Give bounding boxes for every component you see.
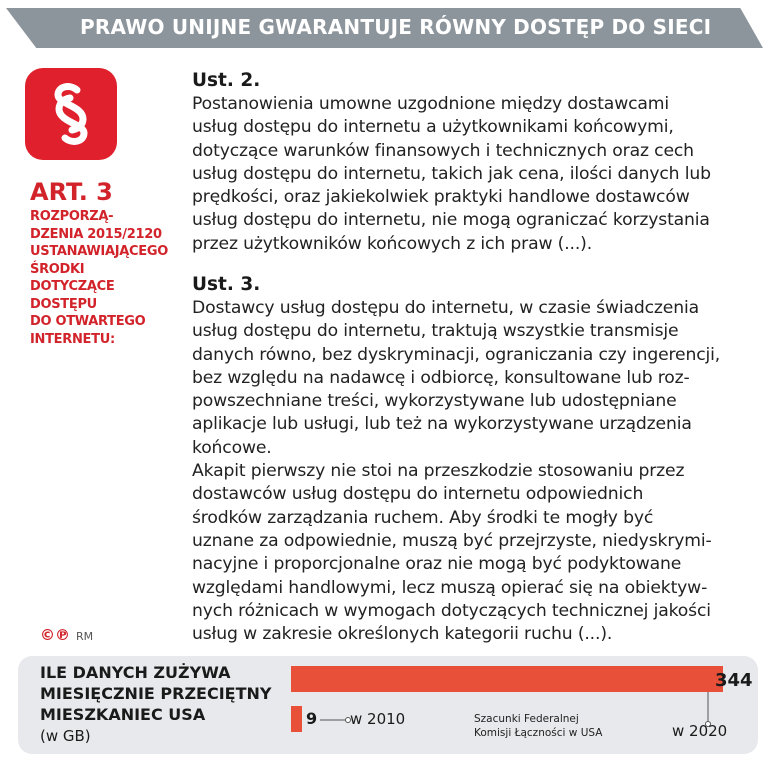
data-usage-title-line: MIESIĘCZNIE PRZECIĘTNY [40,684,272,703]
text-line: dotyczące warunków finansowych i technicznych oraz cech [192,140,694,161]
bar-2020-label: w 2020 [672,722,728,740]
bar-2010-label: w 2010 [350,710,406,728]
text-line: Postanowienia umowne uzgodnione między dostawcami [192,94,669,114]
article-description-line: DOTYCZĄCE [30,279,115,294]
text-line: Dostawcy usług dostępu do internetu, w czasie świadczenia [192,298,699,318]
article-description-line: ROZPORZĄ- [30,209,114,224]
text-line: usług dostępu do internetu, nie mogą ograniczać korzystania [192,210,710,231]
text-line: usług dostępu do internetu a użytkownikami końcowymi, [192,117,674,138]
data-source-line: Komisji Łączności w USA [474,727,603,739]
data-usage-title-line: MIESZKANIEC USA [40,705,206,724]
article-title: ART. 3 [30,178,113,206]
bar-leader-lines [18,656,758,754]
text-line: danych równo, bez dyskryminacji, ograniczania czy ingerencji, [192,344,721,365]
article-description-line: DOSTĘPU [30,296,97,312]
article-description-line: DO OTWARTEGO [30,314,146,329]
article-description [30,208,190,348]
article-description-line: DZENIA 2015/2120 [30,226,162,242]
text-line: aplikacje lub usługi, lub też na wykorzystywane urządzenia [192,414,692,435]
text-line: końcowe. [192,437,272,458]
text-line: względami handlowymi, lecz muszą opierać się na obiektyw- [192,577,708,598]
article-description-line: USTANAWIAJĄCEGO [30,244,168,259]
text-line: uznane za odpowiednie, muszą być przejrzyste, niedyskrymi- [192,530,712,551]
header-banner [6,8,763,48]
page-title: PRAWO UNIJNE GWARANTUJE RÓWNY DOSTĘP DO SIECI [80,15,712,39]
text-line: usług dostępu do internetu, takich jak cena, ilości danych lub [192,163,711,184]
bar-2020-value: 344 [715,670,753,691]
leader-dot-2010 [346,718,351,723]
bar-2010-value: 9 [306,709,318,728]
data-source-line: Szacunki Federalnej [474,713,579,725]
article-description-line: ŚRODKI [30,261,85,277]
text-line: usług dostępu do internetu, traktują wszystkie transmisje [192,321,679,342]
text-line: środków zarządzania ruchem. Aby środki te mogły być [192,507,654,528]
copyright-rm: RM [76,630,94,643]
section-body [192,93,767,256]
paragraph-section-icon [25,68,117,160]
section-heading: Ust. 2. [192,70,261,91]
text-line: usług w zakresie określonych kategorii ruchu (...). [192,624,613,645]
section-ust-2 [192,70,767,256]
text-line: nych różnicach w wymogach dotyczących technicznej jakości [192,600,711,621]
copyright-symbols: ©℗ [40,626,70,644]
text-line: Akapit pierwszy nie stoi na przeszkodzie stosowaniu przez [192,461,685,482]
article-description-line: INTERNETU: [30,331,115,347]
text-line: dostawców usług dostępu do internetu odpowiednich [192,484,644,505]
data-usage-unit: (w GB) [40,727,91,745]
text-line: bez względu na nadawcę i odbiorcę, konsultowane lub roz- [192,367,690,388]
copyright-mark [40,626,93,644]
section-heading: Ust. 3. [192,274,261,295]
data-usage-title-line: ILE DANYCH ZUŻYWA [40,663,231,682]
section-ust-3 [192,274,767,646]
text-line: nacyjne i proporcjonalne oraz nie mogą być podyktowane [192,554,682,575]
text-line: powszechniane treści, wykorzystywane lub udostępniane [192,391,677,412]
text-line: przez użytkowników końcowych z ich praw (...). [192,233,593,254]
section-sign-glyph [25,68,117,160]
data-source [474,712,602,740]
section-body [192,297,767,646]
text-line: prędkości, oraz jakiekolwiek praktyki handlowe dostawców [192,187,690,208]
data-usage-panel [18,656,758,754]
